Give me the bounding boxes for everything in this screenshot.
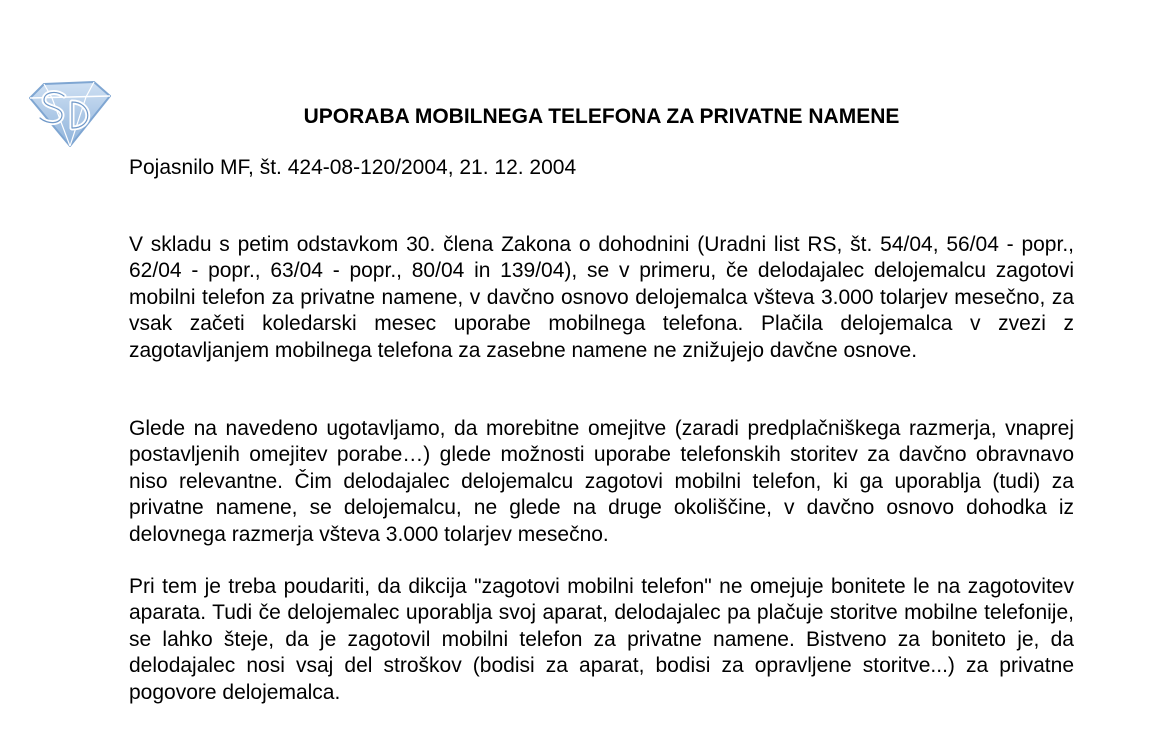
page-title: UPORABA MOBILNEGA TELEFONA ZA PRIVATNE NAMENE	[303, 105, 900, 128]
paragraph-1: V skladu s petim odstavkom 30. člena Zakona o dohodnini (Uradni list RS, št. 54/04, 56/04 - popr., 62/04 - popr., 63/04 - popr., 80/04 in 139/04), se v primeru, če delodajalec delojemalcu zagotovi mobilni telefon za privatne namene, v davčno osnovo delojemalca všteva 3.000 tolarjev mesečno, za vsak začeti koledarski mesec uporabe mobilnega telefona. Plačila delojemalca v zvezi z zagotavljanjem mobilnega telefona za zasebne namene ne znižujejo davčne osnove.	[129, 233, 1074, 362]
sd-logo-icon	[26, 76, 112, 148]
paragraph-3: Pri tem je treba poudariti, da dikcija "zagotovi mobilni telefon" ne omejuje bonitete le na zagotovitev aparata. Tudi če delojemalec uporablja svoj aparat, delodajalec pa plačuje storitve mobilne telefonije, se lahko šteje, da je zagotovil mobilni telefon za privatne namene. Bistveno za boniteto je, da delodajalec nosi vsaj del stroškov (bodisi za aparat, bodisi za opravljene storitve...) za privatne pogovore delojemalca.	[129, 575, 1074, 704]
paragraph-2: Glede na navedeno ugotavljamo, da morebitne omejitve (zaradi predplačniškega razmerja, vnaprej postavljenih omejitev porabe…) glede možnosti uporabe telefonskih storitev za davčno obravnavo niso relevantne. Čim delodajalec delojemalcu zagotovi mobilni telefon, ki ga uporablja (tudi) za privatne namene, se delojemalcu, ne glede na druge okoliščine, v davčno osnovo dohodka iz delovnega razmerja všteva 3.000 tolarjev mesečno.	[129, 417, 1074, 546]
document-reference: Pojasnilo MF, št. 424-08-120/2004, 21. 12. 2004	[129, 156, 577, 179]
